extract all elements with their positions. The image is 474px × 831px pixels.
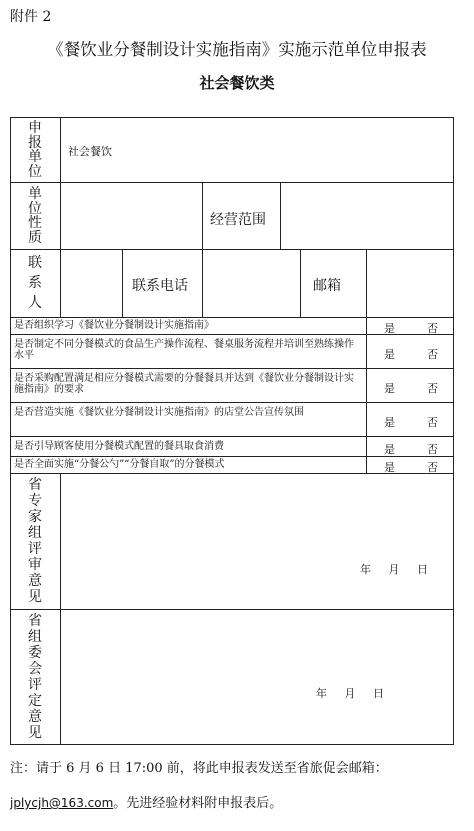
question-5-options[interactable] bbox=[368, 441, 454, 457]
form-title: 《餐饮业分餐制设计实施指南》实施示范单位申报表 bbox=[47, 40, 427, 59]
label-char: 人 bbox=[28, 295, 42, 311]
column-divider bbox=[122, 249, 123, 317]
form-subtitle: 社会餐饮类 bbox=[199, 74, 275, 92]
yes-option[interactable]: 是 bbox=[384, 348, 395, 361]
label-char: 申 bbox=[28, 120, 42, 137]
no-option[interactable]: 否 bbox=[427, 382, 438, 395]
question-1-options[interactable] bbox=[368, 320, 454, 336]
question-5: 是否引导顾客使用分餐模式配置的餐具取食消费 bbox=[14, 441, 224, 452]
column-divider bbox=[60, 117, 61, 317]
email-label: 邮箱 bbox=[313, 278, 341, 294]
column-divider bbox=[366, 317, 367, 473]
no-option[interactable]: 否 bbox=[427, 443, 438, 456]
border-right bbox=[453, 117, 454, 745]
label-char: 委 bbox=[28, 645, 42, 661]
question-3-options[interactable] bbox=[368, 380, 454, 396]
question-3: 是否采购配置满足相应分餐模式需要的分餐餐具并达到《餐饮业分餐制设计实施指南》的要求 bbox=[14, 373, 354, 395]
row-divider bbox=[10, 317, 454, 318]
yes-option[interactable]: 是 bbox=[384, 322, 395, 335]
nature-label bbox=[10, 187, 60, 245]
row-divider bbox=[10, 402, 454, 403]
label-char: 单 bbox=[28, 186, 42, 203]
row-divider bbox=[10, 182, 454, 183]
question-6-options[interactable] bbox=[368, 459, 454, 475]
question-1: 是否组织学习《餐饮业分餐制设计实施指南》 bbox=[14, 320, 214, 331]
label-char: 见 bbox=[28, 725, 42, 741]
label-char: 会 bbox=[28, 661, 42, 677]
question-4-options[interactable] bbox=[368, 414, 454, 430]
committee-opinion-label bbox=[10, 613, 60, 741]
question-6: 是否全面实施“分餐公勺”“分餐自取”的分餐模式 bbox=[14, 459, 225, 470]
label-char: 单 bbox=[28, 149, 42, 166]
label-char: 质 bbox=[28, 229, 42, 246]
column-divider bbox=[300, 249, 301, 317]
yes-option[interactable]: 是 bbox=[384, 416, 395, 429]
column-divider bbox=[366, 249, 367, 317]
scope-label: 经营范围 bbox=[210, 212, 266, 228]
yes-option[interactable]: 是 bbox=[384, 382, 395, 395]
column-divider bbox=[60, 473, 61, 744]
row-divider bbox=[10, 249, 454, 250]
label-char: 意 bbox=[28, 709, 42, 725]
label-char: 组 bbox=[28, 629, 42, 645]
border-bottom bbox=[10, 744, 454, 745]
expert-date: 年 月 日 bbox=[360, 563, 428, 576]
label-char: 省 bbox=[28, 613, 42, 629]
contact-label bbox=[10, 253, 60, 313]
yes-option[interactable]: 是 bbox=[384, 443, 395, 456]
question-2-options[interactable] bbox=[368, 346, 454, 362]
label-char: 家 bbox=[28, 509, 42, 525]
no-option[interactable]: 否 bbox=[427, 322, 438, 335]
label-char: 位 bbox=[28, 163, 42, 180]
label-char: 评 bbox=[28, 541, 42, 557]
phone-label: 联系电话 bbox=[132, 278, 188, 294]
label-char: 组 bbox=[28, 525, 42, 541]
label-char: 专 bbox=[28, 493, 42, 509]
unit-value: 社会餐饮 bbox=[68, 145, 112, 158]
question-2: 是否制定不同分餐模式的食品生产操作流程、餐桌服务流程并培训至熟练操作水平 bbox=[14, 339, 354, 361]
footnote-text-end: 。先进经验材料附申报表后。 bbox=[113, 796, 283, 811]
column-divider bbox=[202, 182, 203, 249]
email-link[interactable]: jplycjh@163.com bbox=[10, 796, 114, 810]
label-char: 报 bbox=[28, 134, 42, 151]
application-form bbox=[10, 117, 454, 745]
label-char: 位 bbox=[28, 200, 42, 217]
no-option[interactable]: 否 bbox=[427, 348, 438, 361]
footnote bbox=[10, 752, 470, 821]
attachment-label: 附件 2 bbox=[10, 9, 52, 25]
footnote-text: 注：请于 6 月 6 日 17:00 前，将此申报表发送至省旅促会邮箱： bbox=[10, 761, 388, 776]
label-char: 联 bbox=[28, 255, 42, 271]
row-divider bbox=[10, 436, 454, 437]
label-char: 评 bbox=[28, 677, 42, 693]
label-char: 审 bbox=[28, 557, 42, 573]
no-option[interactable]: 否 bbox=[427, 416, 438, 429]
label-char: 意 bbox=[28, 573, 42, 589]
question-4: 是否营造实施《餐饮业分餐制设计实施指南》的店堂公告宣传氛围 bbox=[14, 407, 304, 418]
expert-opinion-label bbox=[10, 477, 60, 605]
yes-option[interactable]: 是 bbox=[384, 461, 395, 474]
row-divider bbox=[10, 609, 454, 610]
label-char: 省 bbox=[28, 477, 42, 493]
label-char: 见 bbox=[28, 589, 42, 605]
no-option[interactable]: 否 bbox=[427, 461, 438, 474]
border-top bbox=[10, 117, 454, 118]
committee-date: 年 月 日 bbox=[316, 687, 384, 700]
row-divider bbox=[10, 368, 454, 369]
label-char: 系 bbox=[28, 275, 42, 291]
label-char: 性 bbox=[28, 215, 42, 232]
column-divider bbox=[280, 182, 281, 249]
column-divider bbox=[202, 249, 203, 317]
label-char: 定 bbox=[28, 693, 42, 709]
unit-label bbox=[10, 121, 60, 179]
